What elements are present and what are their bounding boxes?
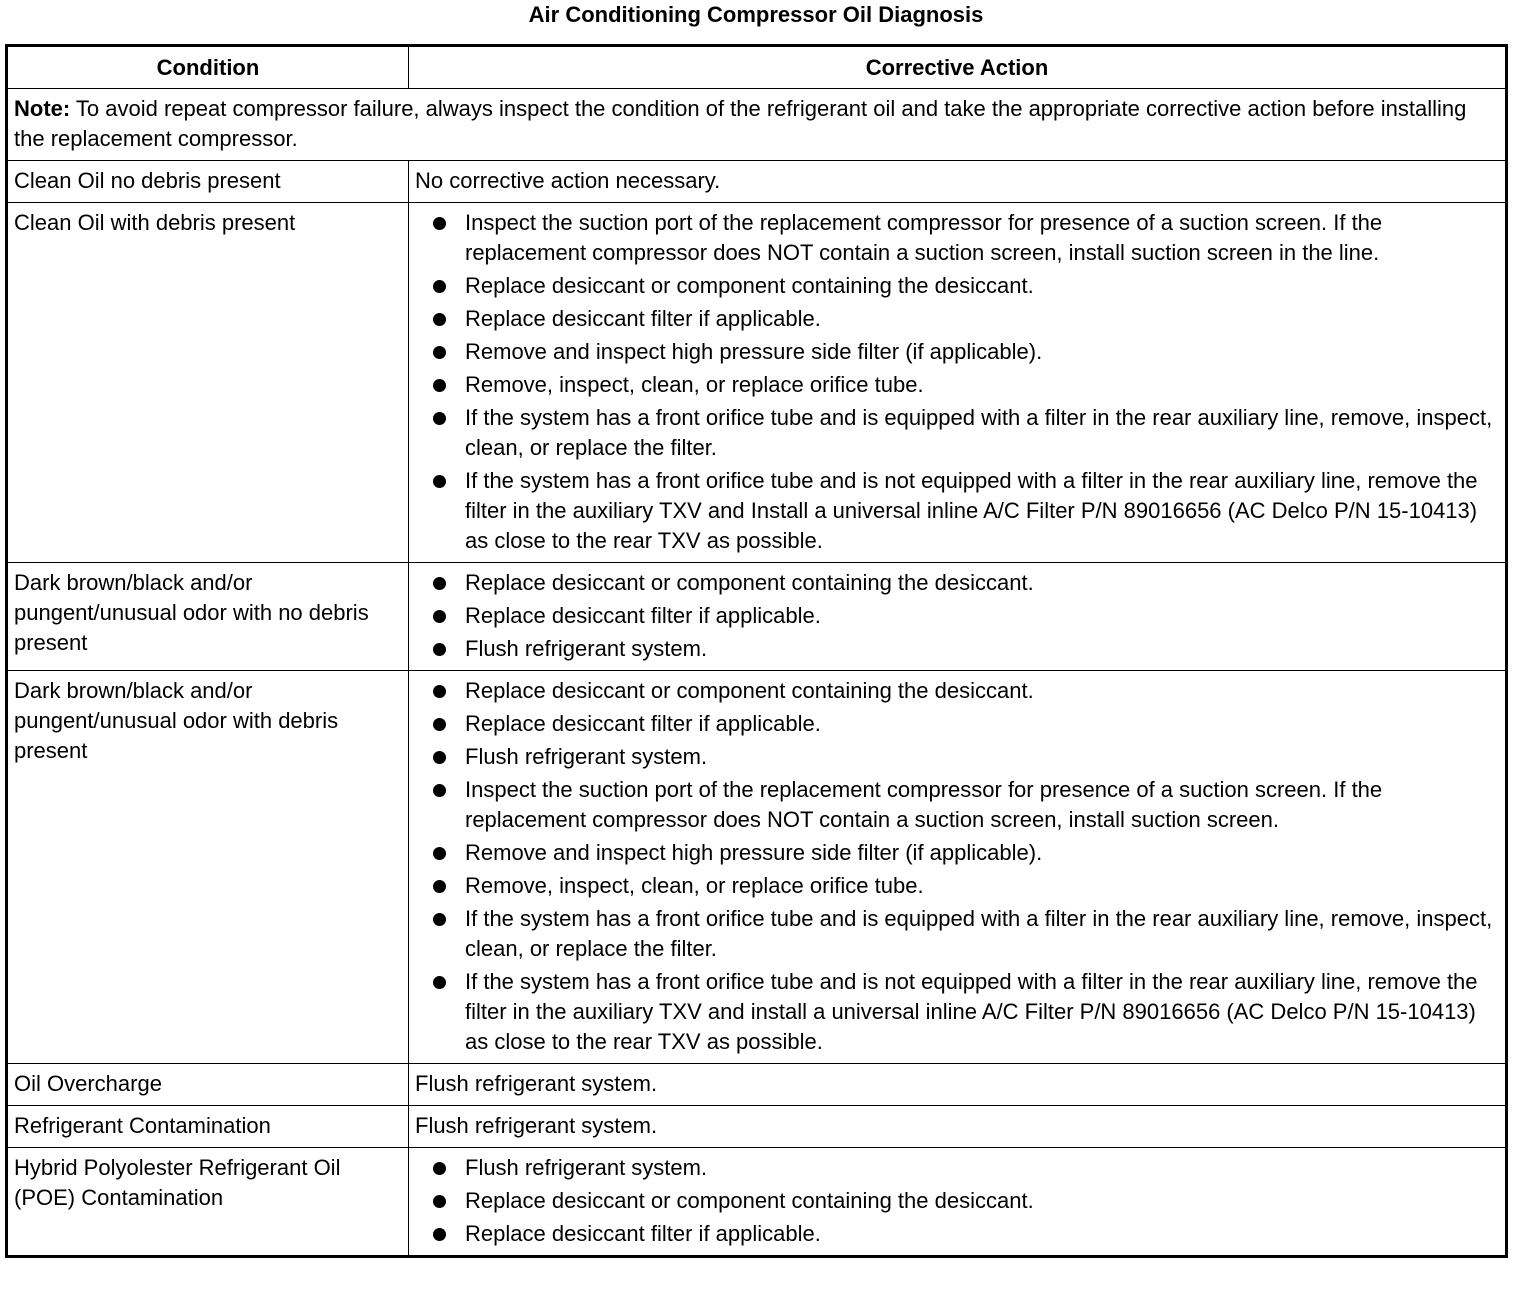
table-header-row: [7, 46, 1507, 89]
list-item: Remove, inspect, clean, or replace orifice tube.: [415, 871, 1499, 901]
document-title: Air Conditioning Compressor Oil Diagnosis: [528, 2, 984, 27]
list-item: Replace desiccant filter if applicable.: [415, 1219, 1499, 1249]
bullet-icon: [433, 475, 446, 488]
action-list: [415, 568, 1499, 664]
bullet-icon: [433, 913, 446, 926]
bullet-icon: [433, 280, 446, 293]
action-cell: No corrective action necessary.: [409, 161, 1507, 203]
action-cell: Flush refrigerant system.: [409, 1064, 1507, 1106]
header-condition: Condition: [7, 46, 409, 89]
action-cell: [409, 671, 1507, 1064]
condition-cell: Dark brown/black and/or pungent/unusual odor with debris present: [7, 671, 409, 1064]
bullet-icon: [433, 685, 446, 698]
condition-cell: Dark brown/black and/or pungent/unusual odor with no debris present: [7, 563, 409, 671]
list-item: Remove and inspect high pressure side filter (if applicable).: [415, 838, 1499, 868]
list-item: Replace desiccant filter if applicable.: [415, 304, 1499, 334]
bullet-icon: [433, 1162, 446, 1175]
note-row: [7, 89, 1507, 161]
table-row: [7, 1106, 1507, 1148]
bullet-icon: [433, 379, 446, 392]
bullet-icon: [433, 610, 446, 623]
list-item: Remove and inspect high pressure side filter (if applicable).: [415, 337, 1499, 367]
condition-cell: Refrigerant Contamination: [7, 1106, 409, 1148]
bullet-icon: [433, 976, 446, 989]
list-item: Remove, inspect, clean, or replace orifice tube.: [415, 370, 1499, 400]
note-label: Note:: [14, 96, 71, 121]
condition-cell: Hybrid Polyolester Refrigerant Oil (POE) Contamination: [7, 1148, 409, 1257]
list-item: Inspect the suction port of the replacement compressor for presence of a suction screen. If the replacement compressor does NOT contain a suction screen, install suction screen in the line.: [415, 208, 1499, 268]
list-item: Flush refrigerant system.: [415, 742, 1499, 772]
list-item: Flush refrigerant system.: [415, 634, 1499, 664]
condition-cell: Clean Oil with debris present: [7, 203, 409, 563]
note-cell: [7, 89, 1507, 161]
note-text: To avoid repeat compressor failure, always inspect the condition of the refrigerant oil and take the appropriate corrective action before installing the replacement compressor.: [14, 96, 1467, 151]
diagnosis-table: [5, 44, 1508, 1258]
list-item: If the system has a front orifice tube and is equipped with a filter in the rear auxiliary line, remove, inspect, clean, or replace the filter.: [415, 904, 1499, 964]
bullet-icon: [433, 217, 446, 230]
list-item: Replace desiccant or component containing the desiccant.: [415, 1186, 1499, 1216]
list-item: If the system has a front orifice tube and is not equipped with a filter in the rear auxiliary line, remove the filter in the auxiliary TXV and Install a universal inline A/C Filter P/N 89016656 (AC Delco P/N 15-10413) as close to the rear TXV as possible.: [415, 466, 1499, 556]
table-row: [7, 563, 1507, 671]
bullet-icon: [433, 346, 446, 359]
table-row: [7, 671, 1507, 1064]
list-item: Flush refrigerant system.: [415, 1153, 1499, 1183]
bullet-icon: [433, 1195, 446, 1208]
condition-cell: Clean Oil no debris present: [7, 161, 409, 203]
bullet-icon: [433, 643, 446, 656]
table-row: [7, 203, 1507, 563]
list-item: Replace desiccant filter if applicable.: [415, 709, 1499, 739]
bullet-icon: [433, 784, 446, 797]
action-list: [415, 676, 1499, 1057]
bullet-icon: [433, 751, 446, 764]
bullet-icon: [433, 1228, 446, 1241]
header-corrective-action: Corrective Action: [409, 46, 1507, 89]
bullet-icon: [433, 412, 446, 425]
bullet-icon: [433, 313, 446, 326]
action-cell: [409, 1148, 1507, 1257]
action-cell: [409, 563, 1507, 671]
action-cell: Flush refrigerant system.: [409, 1106, 1507, 1148]
table-row: [7, 161, 1507, 203]
bullet-icon: [433, 880, 446, 893]
list-item: If the system has a front orifice tube and is equipped with a filter in the rear auxiliary line, remove, inspect, clean, or replace the filter.: [415, 403, 1499, 463]
list-item: Replace desiccant filter if applicable.: [415, 601, 1499, 631]
list-item: Replace desiccant or component containing the desiccant.: [415, 568, 1499, 598]
list-item: If the system has a front orifice tube and is not equipped with a filter in the rear auxiliary line, remove the filter in the auxiliary TXV and install a universal inline A/C Filter P/N 89016656 (AC Delco P/N 15-10413) as close to the rear TXV as possible.: [415, 967, 1499, 1057]
list-item: Replace desiccant or component containing the desiccant.: [415, 676, 1499, 706]
action-list: [415, 1153, 1499, 1249]
bullet-icon: [433, 847, 446, 860]
table-row: [7, 1064, 1507, 1106]
bullet-icon: [433, 718, 446, 731]
table-row: [7, 1148, 1507, 1257]
condition-cell: Oil Overcharge: [7, 1064, 409, 1106]
list-item: Replace desiccant or component containing the desiccant.: [415, 271, 1499, 301]
bullet-icon: [433, 577, 446, 590]
action-list: [415, 208, 1499, 556]
list-item: Inspect the suction port of the replacement compressor for presence of a suction screen. If the replacement compressor does NOT contain a suction screen, install suction screen.: [415, 775, 1499, 835]
action-cell: [409, 203, 1507, 563]
